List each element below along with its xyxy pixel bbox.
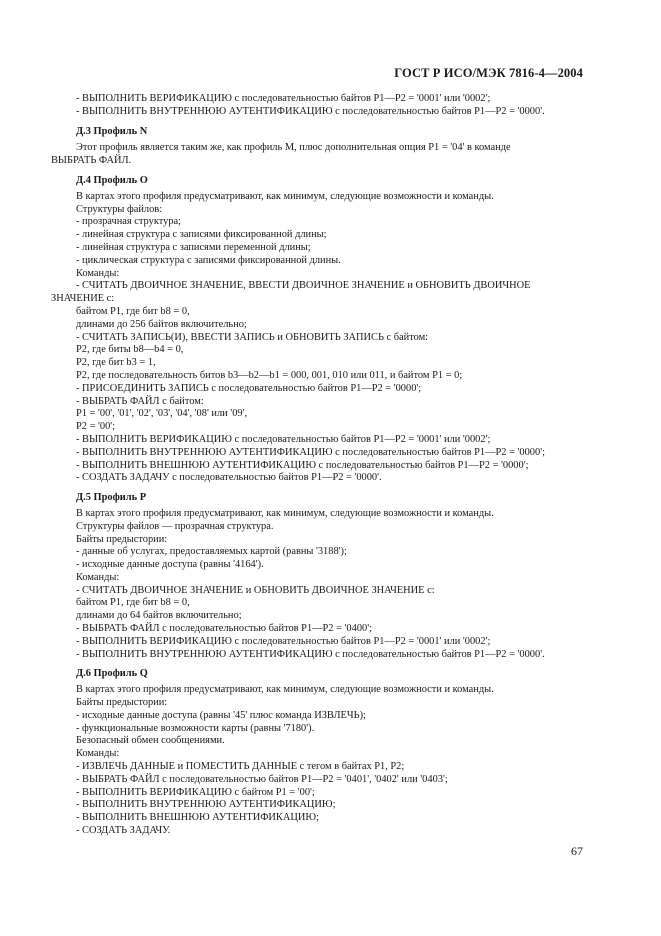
text-line: Р2, где бит b3 = 1, xyxy=(76,357,156,369)
text-line: - линейная структура с записями переменной длины; xyxy=(76,241,311,253)
section-heading: Д.5 Профиль Р xyxy=(76,492,147,504)
text-line: Безопасный обмен сообщениями. xyxy=(76,735,225,747)
section-profile-p xyxy=(76,492,584,661)
list-lines xyxy=(76,521,584,662)
text-line: байтом Р1, где бит b8 = 0, xyxy=(76,305,190,317)
text-line: длинами до 64 байтов включительно; xyxy=(76,610,242,622)
text-line: Структуры файлов: xyxy=(76,203,163,215)
text-line: - ВЫПОЛНИТЬ ВНУТРЕННЮЮ АУТЕНТИФИКАЦИЮ; xyxy=(76,799,336,811)
text-line: - СЧИТАТЬ ЗАПИСЬ(И), ВВЕСТИ ЗАПИСЬ и ОБНОВИТЬ ЗАПИСЬ с байтом: xyxy=(76,331,429,343)
text-line: - СОЗДАТЬ ЗАДАЧУ. xyxy=(76,825,171,837)
text-line: Команды: xyxy=(76,267,120,279)
text-line: Байты предыстории: xyxy=(76,697,168,709)
text-line: - ВЫБРАТЬ ФАЙЛ с байтом: xyxy=(76,395,204,407)
text-line: - ПРИСОЕДИНИТЬ ЗАПИСЬ с последовательностью байтов Р1—Р2 = '0000'; xyxy=(76,382,422,394)
text-line: байтом Р1, где бит b8 = 0, xyxy=(76,597,190,609)
text-line: - ВЫПОЛНИТЬ ВНЕШНЮЮ АУТЕНТИФИКАЦИЮ с последовательностью байтов Р1—Р2 = '0000'; xyxy=(76,459,529,471)
intro-line: В картах этого профиля предусматривают, как минимум, следующие возможности и команды. xyxy=(76,684,494,696)
text-line: - ВЫПОЛНИТЬ ВЕРИФИКАЦИЮ с байтом Р1 = '00'; xyxy=(76,786,315,798)
text-line: - линейная структура с записями фиксированной длины; xyxy=(76,229,327,241)
text-line: Структуры файлов — прозрачная структура. xyxy=(76,520,274,532)
text-line: - прозрачная структура; xyxy=(76,216,182,228)
text-line: - ИЗВЛЕЧЬ ДАННЫЕ и ПОМЕСТИТЬ ДАННЫЕ с тегом в байтах Р1, Р2; xyxy=(76,761,405,773)
intro-line: В картах этого профиля предусматривают, как минимум, следующие возможности и команды. xyxy=(76,507,494,519)
section-heading: Д.4 Профиль О xyxy=(76,174,148,186)
text-line: - СОЗДАТЬ ЗАДАЧУ с последовательностью байтов Р1—Р2 = '0000'. xyxy=(76,472,382,484)
text-line: - ВЫПОЛНИТЬ ВЕРИФИКАЦИЮ с последовательностью байтов Р1—Р2 = '0001' или '0002'; xyxy=(76,635,491,647)
list-lines xyxy=(76,204,584,294)
text-line: - ВЫПОЛНИТЬ ВЕРИФИКАЦИЮ с последовательностью байтов Р1—Р2 = '0001' или '0002'; xyxy=(76,433,491,445)
text-line: Р2 = '00'; xyxy=(76,421,116,433)
text-line: - ВЫПОЛНИТЬ ВНУТРЕННЮЮ АУТЕНТИФИКАЦИЮ с последовательностью байтов Р1—Р2 = '0000'. xyxy=(76,105,545,117)
text-line: - ВЫПОЛНИТЬ ВНУТРЕННЮЮ АУТЕНТИФИКАЦИЮ с последовательностью байтов Р1—Р2 = '0000'; xyxy=(76,446,545,458)
paragraph-line: Этот профиль является таким же, как профиль М, плюс дополнительная опция Р1 = '04' в команде xyxy=(76,142,511,154)
section-heading: Д.3 Профиль N xyxy=(76,125,148,137)
text-line: Р2, где биты b8—b4 = 0, xyxy=(76,344,184,356)
page-number: 67 xyxy=(571,844,583,858)
text-line: Команды: xyxy=(76,571,120,583)
intro-line: В картах этого профиля предусматривают, как минимум, следующие возможности и команды. xyxy=(76,190,494,202)
text-line: - ВЫПОЛНИТЬ ВНЕШНЮЮ АУТЕНТИФИКАЦИЮ; xyxy=(76,812,319,824)
text-line: длинами до 256 байтов включительно; xyxy=(76,318,247,330)
text-line: - исходные данные доступа (равны '4164'). xyxy=(76,559,264,571)
text-line: Байты предыстории: xyxy=(76,533,168,545)
text-line: - данные об услугах, предоставляемых картой (равны '3188'); xyxy=(76,546,347,558)
text-line: - ВЫПОЛНИТЬ ВНУТРЕННЮЮ АУТЕНТИФИКАЦИЮ с последовательностью байтов Р1—Р2 = '0000'. xyxy=(76,648,545,660)
paragraph xyxy=(51,142,584,168)
wrapped-line: ЗНАЧЕНИЕ с: xyxy=(51,293,115,305)
list-lines xyxy=(76,306,584,485)
text-line: - исходные данные доступа (равны '45' плюс команда ИЗВЛЕЧЬ); xyxy=(76,709,366,721)
page-content xyxy=(51,93,584,838)
text-line: Р1 = '00', '01', '02', '03', '04', '08' или '09', xyxy=(76,408,248,420)
text-line: - ВЫПОЛНИТЬ ВЕРИФИКАЦИЮ с последовательностью байтов Р1—Р2 = '0001' или '0002'; xyxy=(76,93,491,104)
text-line: - СЧИТАТЬ ДВОИЧНОЕ ЗНАЧЕНИЕ и ОБНОВИТЬ ДВОИЧНОЕ ЗНАЧЕНИЕ с: xyxy=(76,584,435,596)
list-lines xyxy=(76,697,584,838)
text-line: - циклическая структура с записями фиксированной длины. xyxy=(76,254,341,266)
text-line: - функциональные возможности карты (равны '7180'). xyxy=(76,722,315,734)
section-profile-o xyxy=(51,174,584,485)
text-line: Р2, где последовательность битов b3—b2—b1 = 000, 001, 010 или 011, и байтом Р1 = 0; xyxy=(76,369,463,381)
text-line: Команды: xyxy=(76,748,120,760)
text-line: - СЧИТАТЬ ДВОИЧНОЕ ЗНАЧЕНИЕ, ВВЕСТИ ДВОИЧНОЕ ЗНАЧЕНИЕ и ОБНОВИТЬ ДВОИЧНОЕ xyxy=(76,280,531,292)
page-header: ГОСТ Р ИСО/МЭК 7816-4—2004 xyxy=(394,66,583,80)
section-profile-n xyxy=(51,125,584,168)
section-profile-q xyxy=(76,668,584,837)
top-lines xyxy=(76,93,584,119)
paragraph-line: ВЫБРАТЬ ФАЙЛ. xyxy=(51,155,132,167)
text-line: - ВЫБРАТЬ ФАЙЛ с последовательностью байтов Р1—Р2 = '0400'; xyxy=(76,623,372,635)
text-line: - ВЫБРАТЬ ФАЙЛ с последовательностью байтов Р1—Р2 = '0401', '0402' или '0403'; xyxy=(76,773,448,785)
section-heading: Д.6 Профиль Q xyxy=(76,668,148,680)
